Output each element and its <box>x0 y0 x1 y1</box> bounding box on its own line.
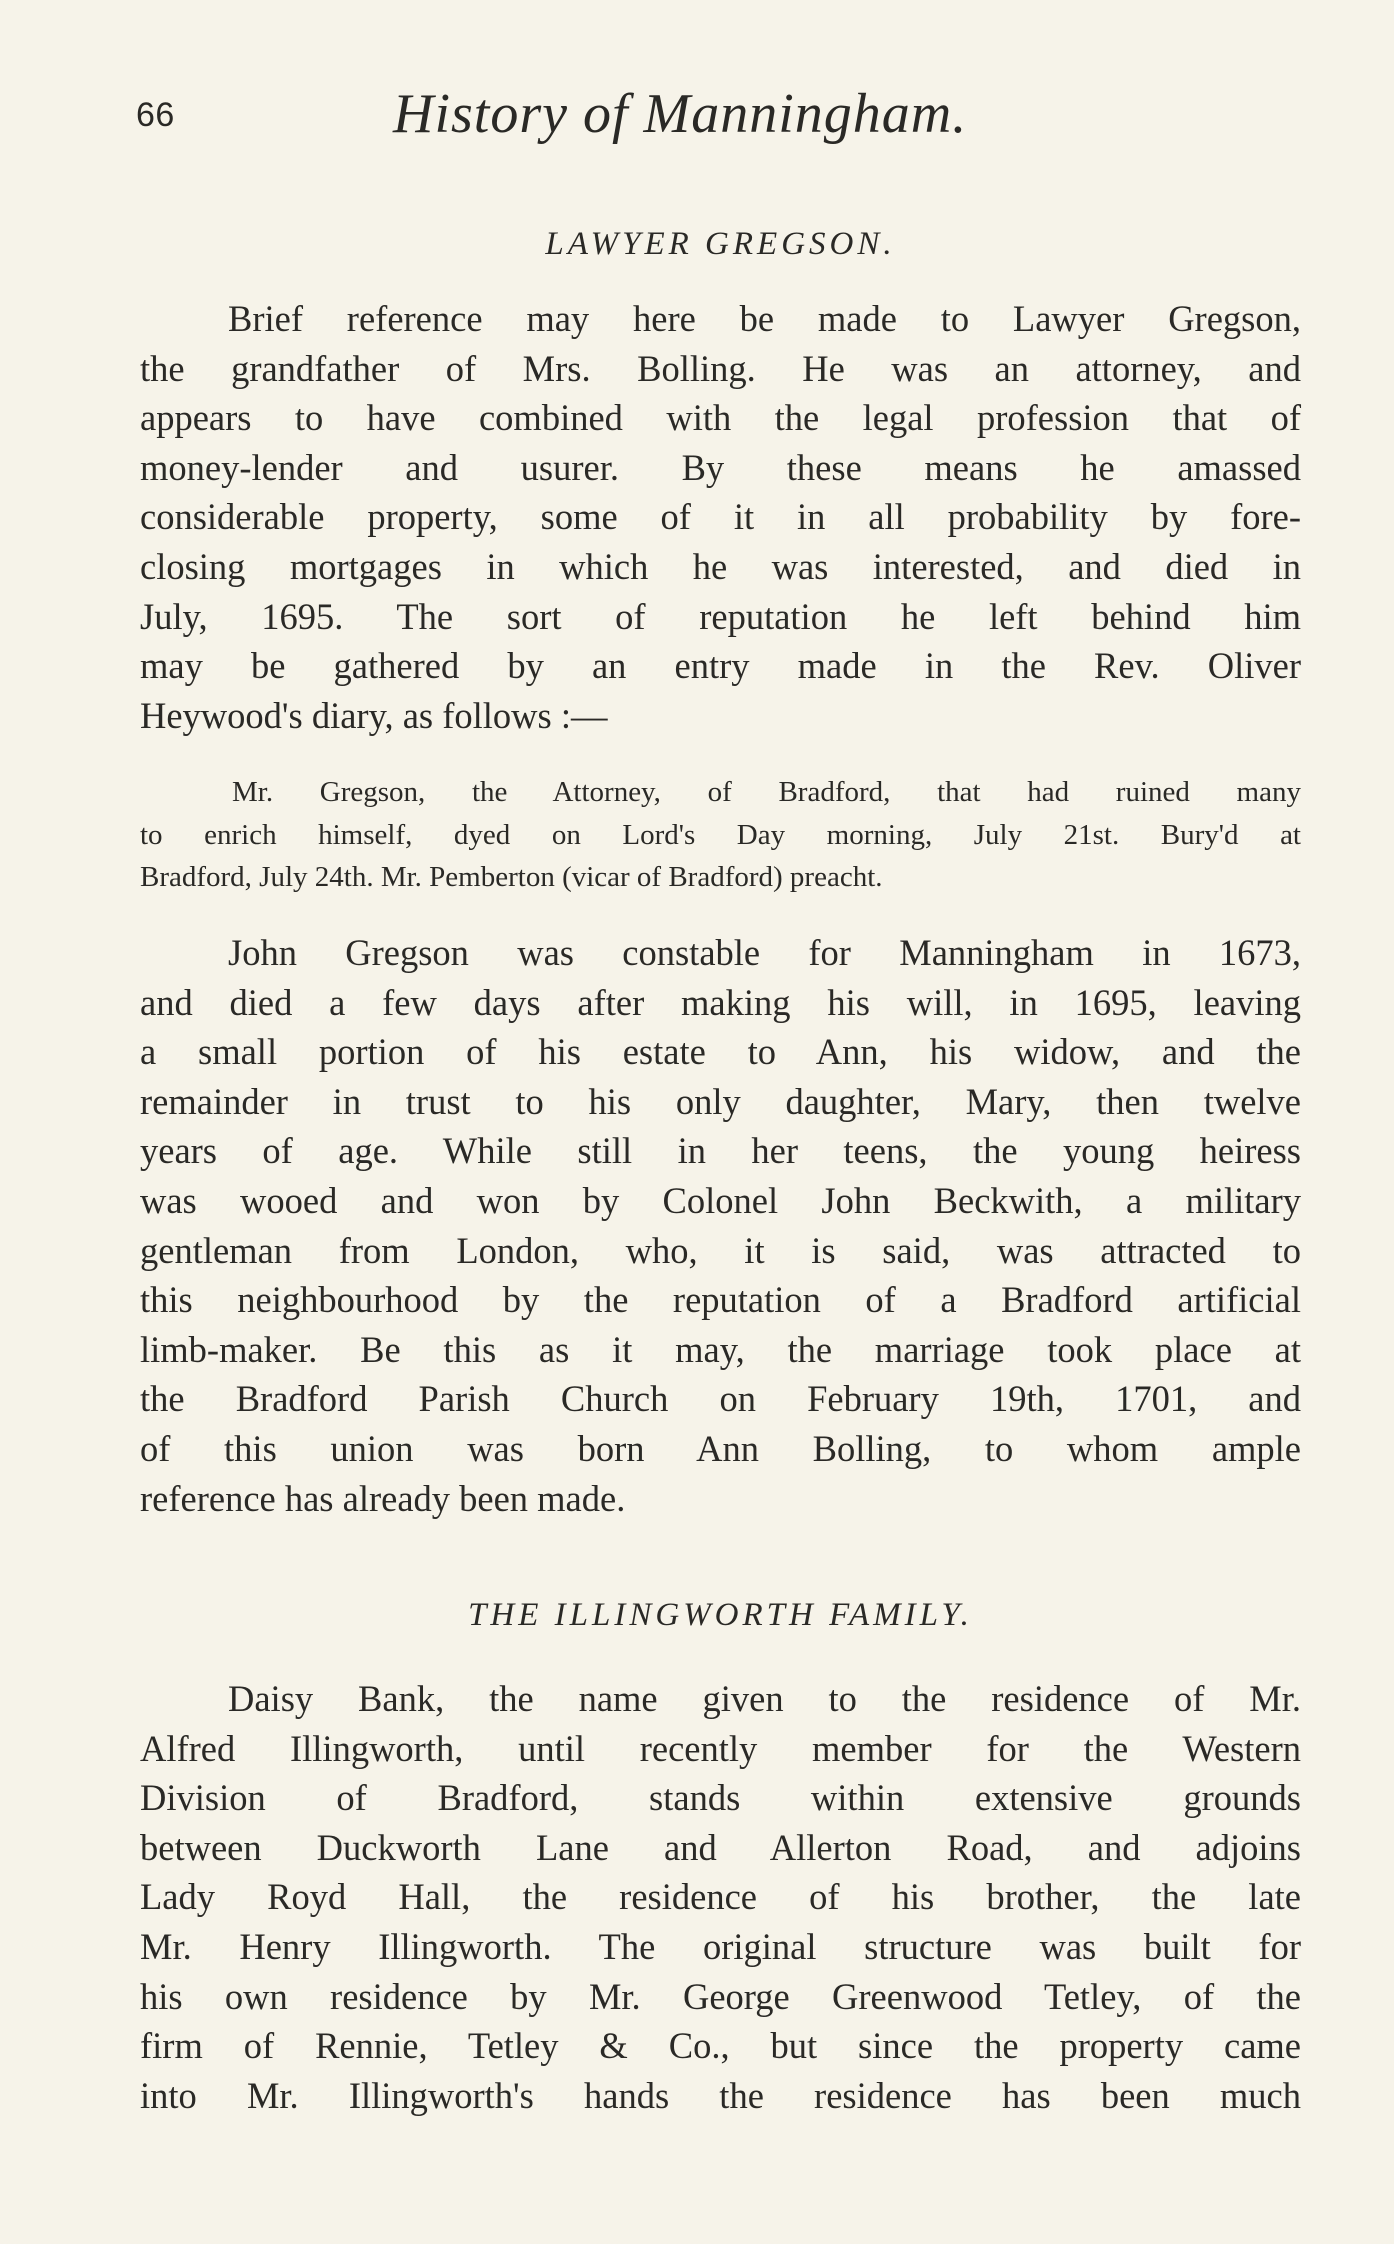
page-number: 66 <box>136 96 175 134</box>
text-line: this neighbourhood by the reputation of a Bradford artificial <box>140 1279 1301 1321</box>
text-line: remainder in trust to his only daughter, Mary, then twelve <box>140 1080 1301 1122</box>
text-line: of this union was born Ann Bolling, to whom ample <box>140 1427 1301 1469</box>
text-line: July, 1695. The sort of reputation he left behind him <box>140 595 1301 637</box>
text-line: may be gathered by an entry made in the Rev. Oliver <box>140 645 1301 687</box>
page-header <box>136 82 1316 152</box>
text-line: the Bradford Parish Church on February 19th, 1701, and <box>140 1378 1301 1420</box>
text-line: Alfred Illingworth, until recently member for the Western <box>140 1727 1301 1769</box>
text-line: years of age. While still in her teens, the young heiress <box>140 1130 1301 1172</box>
text-line: Heywood's diary, as follows :— <box>140 694 608 736</box>
section-heading-illingworth-family: THE ILLINGWORTH FAMILY. <box>468 1597 973 1633</box>
text-line: gentleman from London, who, it is said, was attracted to <box>140 1229 1301 1271</box>
text-line: Daisy Bank, the name given to the residence of Mr. <box>228 1678 1301 1719</box>
text-line: Mr. Henry Illingworth. The original structure was built for <box>140 1925 1301 1967</box>
text-line: and died a few days after making his will, in 1695, leaving <box>140 981 1301 1023</box>
paragraph <box>140 928 1301 1523</box>
text-line: reference has already been made. <box>140 1477 626 1519</box>
quote-line: Mr. Gregson, the Attorney, of Bradford, that had ruined many <box>232 776 1301 808</box>
text-line: the grandfather of Mrs. Bolling. He was an attorney, and <box>140 347 1301 389</box>
text-line: his own residence by Mr. George Greenwood Tetley, of the <box>140 1975 1301 2017</box>
paragraph <box>140 1674 1301 2120</box>
quote-line: Bradford, July 24th. Mr. Pemberton (vicar of Bradford) preacht. <box>140 861 883 893</box>
text-line: closing mortgages in which he was interested, and died in <box>140 545 1301 587</box>
diary-quotation <box>140 771 1301 899</box>
text-line: John Gregson was constable for Manningham in 1673, <box>228 932 1301 973</box>
text-line: considerable property, some of it in all probability by fore- <box>140 496 1301 538</box>
text-line: Brief reference may here be made to Lawyer Gregson, <box>228 298 1301 339</box>
section-heading-lawyer-gregson: LAWYER GREGSON. <box>545 226 896 262</box>
text-line: was wooed and won by Colonel John Beckwith, a military <box>140 1179 1301 1221</box>
running-title: History of Manningham. <box>393 83 968 145</box>
text-line: a small portion of his estate to Ann, his widow, and the <box>140 1031 1301 1073</box>
text-line: into Mr. Illingworth's hands the residence has been much <box>140 2074 1301 2116</box>
quote-line: to enrich himself, dyed on Lord's Day morning, July 21st. Bury'd at <box>140 818 1301 851</box>
text-line: Lady Royd Hall, the residence of his brother, the late <box>140 1876 1301 1918</box>
text-line: limb-maker. Be this as it may, the marriage took place at <box>140 1328 1301 1370</box>
text-line: money-lender and usurer. By these means he amassed <box>140 446 1301 488</box>
text-line: firm of Rennie, Tetley & Co., but since the property came <box>140 2025 1301 2067</box>
paragraph <box>140 294 1301 740</box>
text-line: appears to have combined with the legal profession that of <box>140 397 1301 439</box>
text-line: between Duckworth Lane and Allerton Road, and adjoins <box>140 1826 1301 1868</box>
text-line: Division of Bradford, stands within extensive grounds <box>140 1777 1301 1819</box>
